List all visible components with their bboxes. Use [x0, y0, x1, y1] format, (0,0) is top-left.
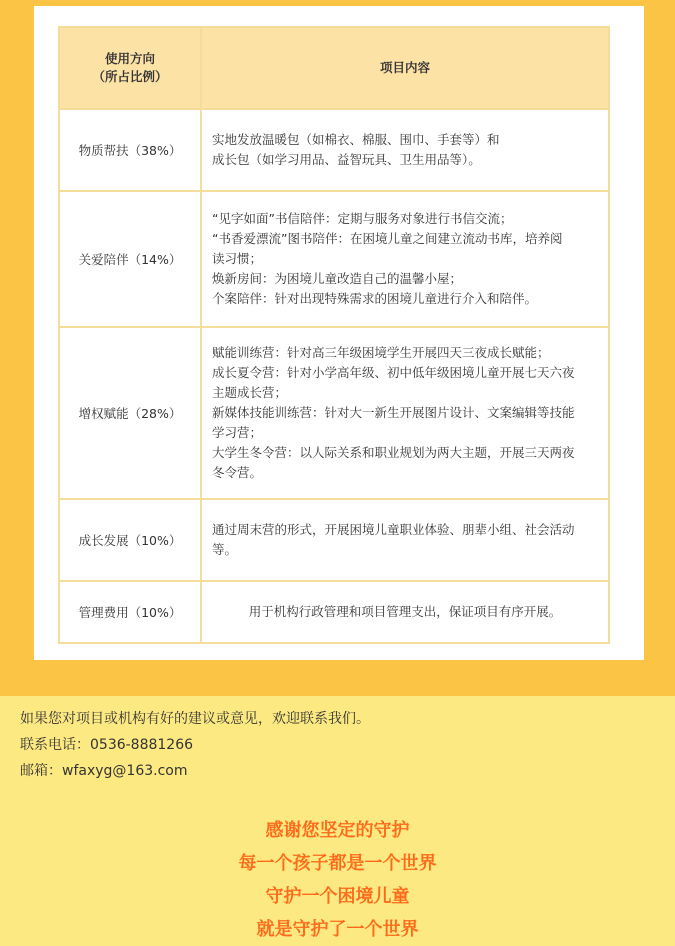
- thanks-line: 就是守护了一个世界: [256, 919, 419, 940]
- contact-invite: 如果您对项目或机构有好的建议或意见，欢迎联系我们。: [20, 711, 370, 727]
- thanks-line: 感谢您坚定的守护: [265, 820, 410, 841]
- content-line: 用于机构行政管理和项目管理支出，保证项目有序开展。: [248, 604, 562, 619]
- thanks-line: 每一个孩子都是一个世界: [238, 853, 437, 874]
- header-direction: [59, 27, 201, 109]
- content-line: 主题成长营；: [212, 385, 288, 400]
- contact-phone: 联系电话：0536-8881266: [20, 737, 194, 753]
- table-row: [59, 499, 609, 581]
- header-direction-line1: 使用方向: [104, 51, 155, 66]
- content-line: 焕新房间：为困境儿童改造自己的温馨小屋；: [212, 271, 463, 286]
- row-direction: 成长发展（10%）: [59, 499, 201, 581]
- content-line: 赋能训练营：针对高三年级困境学生开展四天三夜成长赋能；: [212, 345, 550, 360]
- bottom-section: [0, 696, 675, 944]
- row-direction: 物质帮扶（38%）: [59, 109, 201, 191]
- content-line: 实地发放温暖包（如棉衣、棉服、围巾、手套等）和: [212, 132, 500, 147]
- content-line: 等。: [212, 542, 238, 557]
- content-line: “书香爱漂流”图书陪伴：在困境儿童之间建立流动书库，培养阅: [212, 231, 563, 246]
- row-content: [201, 327, 609, 499]
- content-line: 学习营；: [212, 425, 263, 440]
- contact-info: [20, 706, 370, 784]
- row-content: [201, 109, 609, 191]
- header-content: 项目内容: [201, 27, 609, 109]
- table-header-row: [59, 27, 609, 109]
- table-row: [59, 109, 609, 191]
- row-content: [201, 499, 609, 581]
- contact-email: 邮箱：wfaxyg@163.com: [20, 763, 188, 779]
- thanks-message: [0, 814, 675, 946]
- thanks-line: 守护一个困境儿童: [265, 886, 410, 907]
- content-line: 新媒体技能训练营：针对大一新生开展图片设计、文案编辑等技能: [212, 405, 575, 420]
- content-line: 成长夏令营：针对小学高年级、初中低年级困境儿童开展七天六夜: [212, 365, 575, 380]
- row-direction: 关爱陪伴（14%）: [59, 191, 201, 327]
- table-row: [59, 191, 609, 327]
- content-line: “见字如面”书信陪伴：定期与服务对象进行书信交流；: [212, 211, 513, 226]
- row-content: [201, 191, 609, 327]
- content-line: 冬令营。: [212, 465, 263, 480]
- row-direction: 管理费用（10%）: [59, 581, 201, 643]
- row-content: [201, 581, 609, 643]
- content-line: 读习惯；: [212, 251, 263, 266]
- header-direction-line2: （所占比例）: [92, 69, 168, 84]
- table-card: [34, 6, 644, 660]
- fund-usage-table: [58, 26, 610, 644]
- table-row: [59, 327, 609, 499]
- table-row: [59, 581, 609, 643]
- content-line: 个案陪伴：针对出现特殊需求的困境儿童进行介入和陪伴。: [212, 291, 538, 306]
- row-direction: 增权赋能（28%）: [59, 327, 201, 499]
- content-line: 大学生冬令营：以人际关系和职业规划为两大主题，开展三天两夜: [212, 445, 575, 460]
- content-line: 成长包（如学习用品、益智玩具、卫生用品等）。: [212, 152, 481, 167]
- content-line: 通过周末营的形式，开展困境儿童职业体验、朋辈小组、社会活动: [212, 522, 575, 537]
